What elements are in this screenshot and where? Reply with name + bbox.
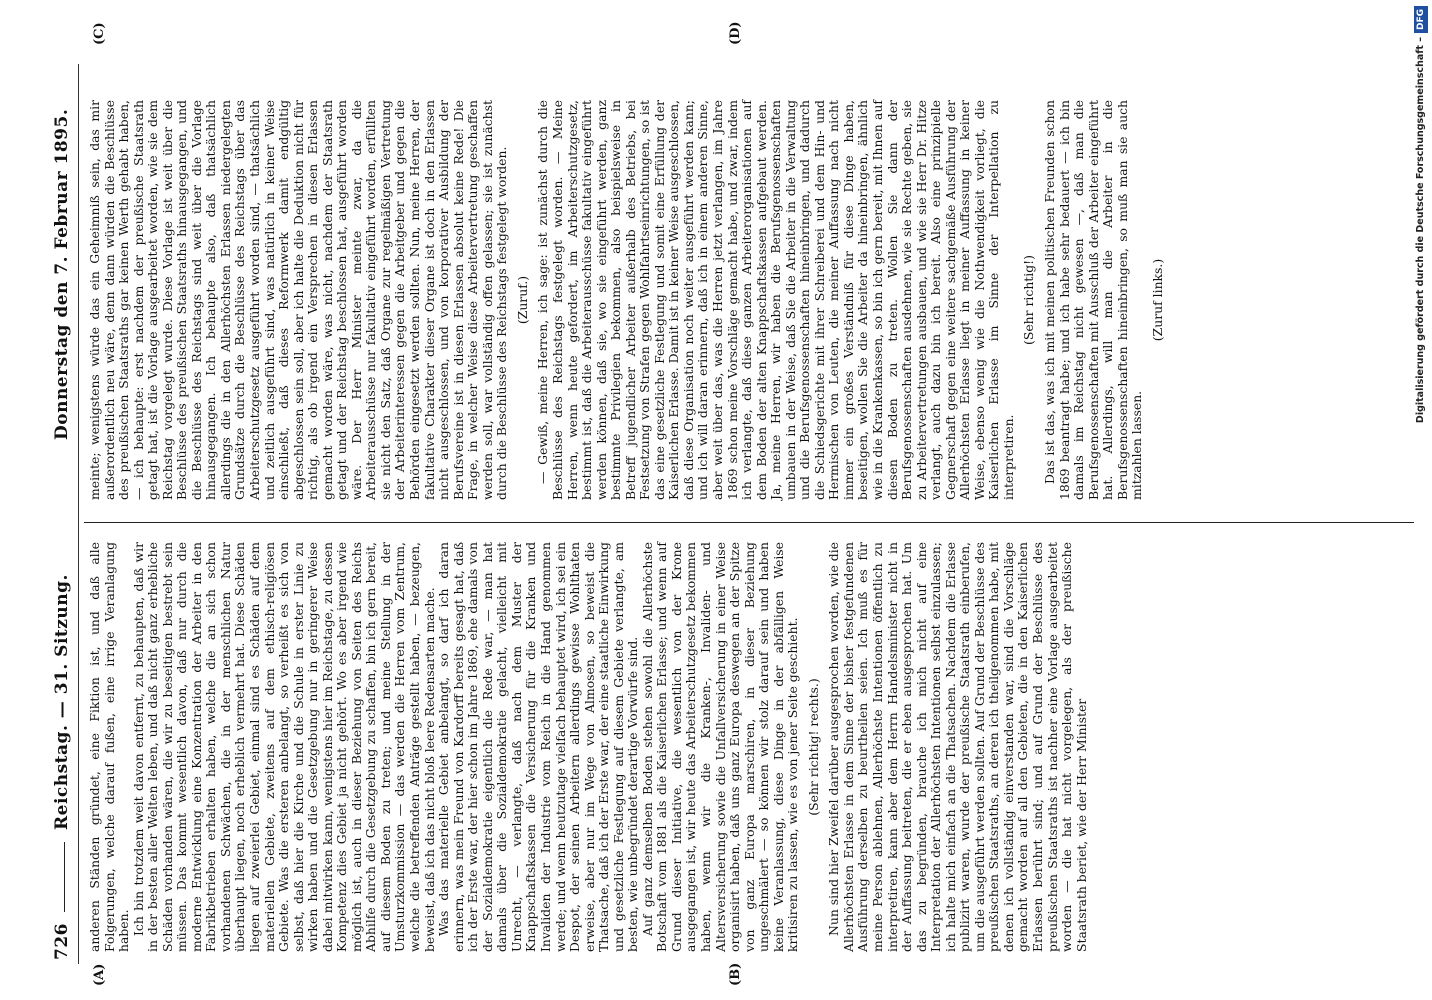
header-rule-short bbox=[64, 842, 65, 912]
credit-text: Digitalisierung gefördert durch die Deutsche Forschungsgemeinschaft – bbox=[1415, 37, 1426, 424]
interjection: (Zuruf links.) bbox=[1149, 258, 1165, 342]
paragraph: Das ist das, was ich mit meinen politischen Freunden schon 1869 beantragt habe; und ich habe sehr bedauert — ich bin damals im Reichstag nicht gewesen —, daß man die Berufsgenossenschaften mit Ausschluß der Arbeiter eingeführt hat. Allerdings, will man die Arbeiter in die Berufsgenossenschaften hineinbringen, so muß man sie auch mitzahlen lassen. bbox=[1042, 100, 1145, 500]
margin-mark-a: (A) bbox=[92, 963, 107, 986]
interjection: (Sehr richtig! rechts.) bbox=[805, 678, 821, 816]
margin-mark-b: (B) bbox=[728, 962, 743, 986]
margin-mark-c: (C) bbox=[92, 22, 107, 45]
paragraph: meinte; wenigstens würde das ein Geheimniß sein, das mir außerordentlich neu wäre, denn dann würden die Beschlüsse des preußischen Staatsraths gar keinen Werth gehabt haben, — ich behaupte: erst nachdem der preußische Staatsrath getagt hat, ist die Vorlage ausgearbeitet worden, wie sie dem Reichstag vorgelegt wurde. Diese Vorlage ist weit über die Beschlüsse des preußischen Staatsraths hinausgegangen, und die Beschlüsse des Reichstags sind weit über die Vorlage hinausgegangen. Ich behaupte also, daß thatsächlich allerdings die in den Allerhöchsten Erlassen niedergelegten Grundsätze durch die Beschlüsse des Reichstags über das Arbeiterschutzgesetz ausgeführt worden sind, — thatsächlich und zeitlich ausgeführt sind, was natürlich in keiner Weise einschließt, daß dieses Reformwerk damit endgültig abgeschlossen sein soll, aber ich halte die Deduktion nicht für richtig, als ob irgend ein Versprechen in diesen Erlassen gemacht worden wäre, was nicht, nachdem der Staatsrath getagt und der Reichstag beschlossen hat, ausgeführt worden wäre. Der Herr Minister meinte zwar, da die Arbeiterausschüsse nur fakultativ eingeführt worden, erfüllten sie nicht den Satz, daß Organe zur regelmäßigen Vertretung der Arbeiterinteressen gegen die Arbeitgeber und gegen die Behörden eingesetzt werden sollten. Nun, meine Herren, der fakultative Charakter dieser Organe ist doch in den Erlassen nicht ausgeschlossen, und von korporativer Ausbildung der Berufsvereine ist in diesen Erlassen absolut keine Rede! Die Frage, in welcher Weise diese Arbeitervertretung geschaffen werden soll, war vollständig offen gelassen; sie ist zunächst durch die Beschlüsse des Reichstags festgelegt worden. bbox=[87, 100, 510, 500]
paragraph: Was das materielle Gebiet anbelangt, so darf ich daran erinnern, was mein Freund von Kardorff bereits gesagt hat, daß ich der Erste war, der hier schon im Jahre 1869, ehe damals von der Sozialdemokratie eigentlich die Rede war, — man hat damals über die Sozialdemokratie gelacht, vielleicht mit Unrecht, — verlangte, daß nach dem Muster der Knappschaftskassen die Versicherung für die Kranken und Invaliden der Industrie vom Reich in die Hand genommen werde; und wenn heutzutage vielfach behauptet wird, ich sei ein Despot, der seinen Arbeitern allerdings gewisse Wohlthaten erweise, aber nur im Wege von Almosen, so beweist die Thatsache, daß ich der Erste war, der eine staatliche Einwirkung und gesetzliche Festlegung auf diesem Gebiete verlangte, am besten, wie unbegründet derartige Vorwürfe sind. bbox=[436, 542, 641, 952]
paragraph: Auf ganz demselben Boden stehen sowohl die Allerhöchste Botschaft vom 1881 als die Kaiserlichen Erlasse; und wenn auf Grund dieser Initiative, die wesentlich von der Krone ausgegangen ist, wir heute das Arbeiterschutzgesetz bekommen haben, wenn wir die Kranken-, Invaliden- und Altersversicherung sowie die Unfallversicherung in einer Weise organisirt haben, daß uns ganz Europa deswegen an der Spitze von ganz Europa marschiren, in dieser Beziehung ungeschmälert — so können wir stolz darauf sein und haben keine Veranlassung, diese Dinge in der abfälligen Weise kritisiren zu lassen, wie es von jener Seite geschieht. bbox=[639, 542, 801, 952]
margin-mark-d: (D) bbox=[728, 21, 743, 45]
column-divider bbox=[84, 522, 1414, 523]
digitization-credit bbox=[1410, 0, 1432, 1000]
session-title: Reichstag. — 31. Sitzung. bbox=[52, 574, 72, 830]
paragraph: — Gewiß, meine Herren, ich sage: ist zunächst durch die Beschlüsse des Reichstags festgelegt worden. — Meine Herren, wenn heute gefordert, im Arbeiterschutzgesetz, bestimmt ist, daß die Arbeiterausschüsse fakultativ eingeführt werden können, daß sie, wo sie eingeführt werden, ganz bestimmte Privilegien bekommen, also beispielsweise in Betreff jugendlicher Arbeiter außerhalb des Betriebs, bei Festsetzung von Strafen gegen Wohlfahrtseinrichtungen, so ist das eine gesetzliche Festlegung und somit eine Erfüllung der Kaiserlichen Erlasse. Damit ist in keiner Weise ausgeschlossen, daß diese Organisation noch weiter ausgeführt werden kann; und ich will daran erinnern, daß ich in einem anderen Sinne, aber weit über das, was die Herren jetzt verlangen, im Jahre 1869 schon meine Vorschläge gemacht habe, und zwar, indem ich verlangte, daß diese ganzen Arbeiterorganisationen auf dem Boden der alten Knappschaftskassen aufgebaut werden. Ja, meine Herren, wir haben die Berufsgenossenschaften umbauen in der Weise, daß Sie die Arbeiter in die Verwaltung und die Berufsgenossenschaften hineinbringen, und dadurch die Schiedsgerichte mit ihrer Schreiberei und dem Hin- und Hermischen von Leuten, die meiner Auffassung nach nicht immer ein großes Verständniß für diese Dinge haben, beseitigen, wollen Sie die Arbeiter da hineinbringen, ähnlich wie in die Krankenkassen, so bin ich gern bereit, mit Ihnen auf diesen Boden zu treten. Wollen Sie dann der Berufsgenossenschaften ausdehnen, wie sie Rechte geben, sie zu Arbeitervertretungen ausbauen, und wie sie Herr Dr. Hitze verlangt, auch dazu bin ich bereit. Also eine prinzipielle Gegnerschaft gegen eine weitere sachgemäße Ausführung der Allerhöchsten Erlasse liegt in meiner Auffassung in keiner Weise, ebenso wenig wie die Nothwendigkeit vorliegt, die Kaiserlichen Erlasse im Sinne der Interpellation zu interpretiren. bbox=[535, 100, 1016, 500]
paragraph: anderen Ständen gründet, eine Fiktion ist, und daß alle Folgerungen, welche darauf fußen, eine irrige Veranlagung haben. bbox=[87, 542, 132, 952]
right-column bbox=[88, 100, 1171, 500]
dfg-logo: DFG bbox=[1414, 6, 1428, 33]
interjection: (Zuruf.) bbox=[514, 275, 530, 325]
header-rule bbox=[78, 64, 79, 964]
page-number: 726 bbox=[52, 923, 72, 960]
running-head bbox=[52, 70, 74, 960]
paragraph: Nun sind hier Zweifel darüber ausgesprochen worden, wie die Allerhöchsten Erlasse in dem Sinne der bisher festgefundenen Ausführung derselben zu beurtheilen seien. Ich muß es für meine Person ablehnen, Allerhöchste Intentionen öffentlich zu interpretiren, kann aber dem Herrn Handelsminister nicht in der Auffassung beitreten, die er eben ausgesprochen hat. Um das zu begründen, brauche ich mich nicht auf eine Interpretation der Allerhöchsten Intentionen selbst einzulassen; ich halte mich einfach an die Thatsachen. Nachdem die Erlasse publizirt waren, wurde der preußische Staatsrath einberufen, um die ausgeführt werden sollten. Auf Grund der Beschlüsse des preußischen Staatsraths, an deren ich theilgenommen habe, mit denen ich vollständig einverstanden war, sind die Vorschläge gemacht worden auf all den Gebieten, die in den Kaiserlichen Erlassen berührt sind; und auf Grund der Beschlüsse des preußischen Staatsraths ist nachher eine Vorlage ausgearbeitet worden — die hat nicht vorgelegen, als der preußische Staatsrath beriet, wie der Herr Minister bbox=[826, 542, 1089, 952]
session-date: Donnerstag den 7. Februar 1895. bbox=[52, 108, 72, 440]
paragraph: Ich bin trotzdem weit davon entfernt, zu behaupten, daß wir in der besten aller Welten leben, und daß nicht ganz erhebliche Schäden vorhanden wären, die wir zu beseitigen bestrebt sein müssen. Das kommt wesentlich davon, daß nur durch die moderne Entwicklung eine Konzentration der Arbeiter in den Fabrikbetrieben erhalten haben, welche die an sich schon vorhandenen Schwächen, die in der menschlichen Natur überhaupt liegen, noch erheblich vermehrt hat. Diese Schäden liegen auf zweierlei Gebiet, einmal sind es Schäden auf dem materiellen Gebiete, zweitens auf dem ethisch-religiösen Gebiete. Was die ersteren anbelangt, so verheißt es sich von selbst, daß hier die Kirche und die Schule in erster Linie zu wirken haben und die Gesetzgebung nur in geringerer Weise dabei mitwirken kann, wenigstens hier im Reichstage, zu dessen Kompetenz dies Gebiet ja nicht gehört. Wo es aber irgend wie möglich ist, auch in dieser Beziehung von Seiten des Reichs Abhilfe durch die Gesetzgebung zu schaffen, bin ich gern bereit, auf diesem Boden zu treten; und meine Stellung in der Umsturzkommission — das werden die Herren vom Zentrum, welche die betreffenden Anträge gestellt haben, — bezeugen, beweist, daß ich das nicht bloß leere Redensarten mache. bbox=[130, 542, 437, 952]
left-column bbox=[88, 542, 1089, 952]
interjection: (Sehr richtig!) bbox=[1021, 255, 1037, 345]
